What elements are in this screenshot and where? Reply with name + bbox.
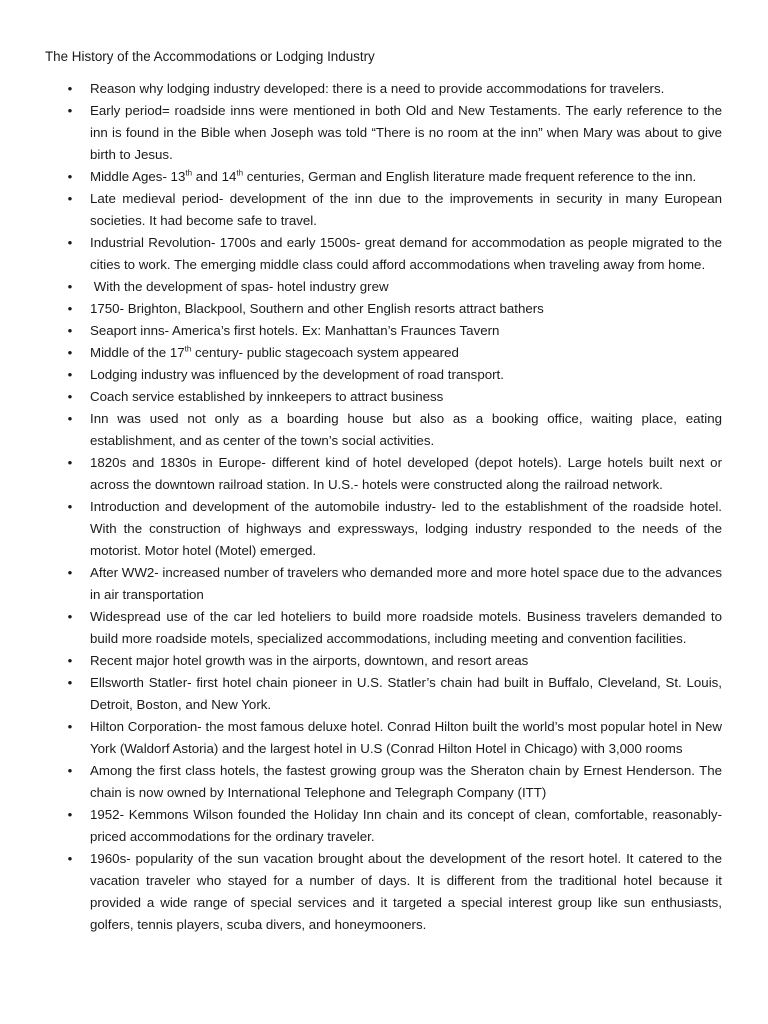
list-item-text: 1960s- popularity of the sun vacation brought about the development of the resort hotel. It catered to the vacation traveler who stayed for a number of days. It is different from the traditional hotel because it provided a wide range of special services and it targeted a special interest group like sun enthusiasts, golfers, tennis players, scuba divers, and honeymooners. [90, 851, 722, 932]
list-item-text: 1820s and 1830s in Europe- different kind of hotel developed (depot hotels). Large hotels built next or across the downtown railroad station. In U.S.- hotels were constructed along the railroad network. [90, 455, 722, 492]
bullet-icon: • [67, 367, 73, 382]
list-item-text: Lodging industry was influenced by the development of road transport. [90, 367, 504, 382]
bullet-icon: • [67, 103, 73, 118]
list-item [45, 716, 722, 760]
list-item [45, 276, 722, 298]
bullet-icon: • [67, 279, 73, 294]
bullet-icon: • [67, 851, 73, 866]
list-item-text: Late medieval period- development of the inn due to the improvements in security in many European societies. It had become safe to travel. [90, 191, 722, 228]
list-item-text: After WW2- increased number of travelers who demanded more and more hotel space due to the advances in air transportation [90, 565, 722, 602]
list-item [45, 672, 722, 716]
list-item [45, 78, 722, 100]
list-item [45, 650, 722, 672]
bullet-icon: • [67, 807, 73, 822]
list-item-text: Middle Ages- 13th and 14th centuries, German and English literature made frequent reference to the inn. [90, 168, 697, 184]
list-item-text: 1952- Kemmons Wilson founded the Holiday Inn chain and its concept of clean, comfortable, reasonably-priced accommodations for the ordinary traveler. [90, 807, 722, 844]
bullet-icon: • [67, 763, 73, 778]
bullet-icon: • [67, 191, 73, 206]
bullet-icon: • [67, 719, 73, 734]
list-item [45, 848, 722, 936]
list-item [45, 364, 722, 386]
list-item [45, 562, 722, 606]
list-item [45, 232, 722, 276]
list-item [45, 320, 722, 342]
list-item [45, 100, 722, 166]
bullet-icon: • [67, 411, 73, 426]
list-item-text: Reason why lodging industry developed: there is a need to provide accommodations for travelers. [90, 81, 665, 96]
list-item-text: Ellsworth Statler- first hotel chain pioneer in U.S. Statler’s chain had built in Buffalo, Cleveland, St. Louis, Detroit, Boston, and New York. [90, 675, 722, 712]
list-item-text: Widespread use of the car led hoteliers to build more roadside motels. Business travelers demanded to build more roadside motels, specialized accommodations, including meeting and convention facilities. [90, 609, 722, 646]
bullet-icon: • [67, 389, 73, 404]
bullet-icon: • [67, 653, 73, 668]
list-item-text: Middle of the 17th century- public stagecoach system appeared [90, 344, 459, 360]
bullet-icon: • [67, 565, 73, 580]
bullet-icon: • [67, 499, 73, 514]
list-item-text: Among the first class hotels, the fastest growing group was the Sheraton chain by Ernest Henderson. The chain is now owned by International Telephone and Telegraph Company (ITT) [90, 763, 722, 800]
list-item-text: With the development of spas- hotel industry grew [90, 279, 389, 294]
list-item-text: Coach service established by innkeepers to attract business [90, 389, 444, 404]
list-item [45, 452, 722, 496]
bullet-icon: • [67, 675, 73, 690]
list-item-text: Introduction and development of the automobile industry- led to the establishment of the roadside hotel. With the construction of highways and expressways, lodging industry responded to the needs of the motorist. Motor hotel (Motel) emerged. [90, 499, 722, 558]
list-item [45, 386, 722, 408]
list-item-text: Inn was used not only as a boarding house but also as a booking office, waiting place, eating establishment, and as center of the town’s social activities. [90, 411, 722, 448]
list-item-text: Hilton Corporation- the most famous deluxe hotel. Conrad Hilton built the world’s most popular hotel in New York (Waldorf Astoria) and the largest hotel in U.S (Conrad Hilton Hotel in Chicago) with 3,000 rooms [90, 719, 722, 756]
bullet-icon: • [67, 81, 73, 96]
bullet-icon: • [67, 455, 73, 470]
list-item-text: 1750- Brighton, Blackpool, Southern and other English resorts attract bathers [90, 301, 544, 316]
list-item [45, 166, 722, 188]
list-item-text: Seaport inns- America’s first hotels. Ex: Manhattan’s Fraunces Tavern [90, 323, 500, 338]
bullet-icon: • [67, 301, 73, 316]
list-item [45, 188, 722, 232]
list-item-text: Early period= roadside inns were mentioned in both Old and New Testaments. The early reference to the inn is found in the Bible when Joseph was told “There is no room at the inn” when Mary was about to give birth to Jesus. [90, 103, 722, 162]
bullet-list [45, 78, 722, 936]
list-item [45, 496, 722, 562]
list-item-text: Industrial Revolution- 1700s and early 1500s- great demand for accommodation as people migrated to the cities to work. The emerging middle class could afford accommodations when traveling away from home. [90, 235, 722, 272]
bullet-icon: • [67, 235, 73, 250]
bullet-icon: • [67, 323, 73, 338]
list-item [45, 606, 722, 650]
list-item [45, 342, 722, 364]
bullet-icon: • [67, 169, 73, 184]
list-item [45, 760, 722, 804]
list-item-text: Recent major hotel growth was in the airports, downtown, and resort areas [90, 653, 529, 668]
list-item [45, 408, 722, 452]
list-item [45, 804, 722, 848]
bullet-icon: • [67, 609, 73, 624]
bullet-icon: • [67, 345, 73, 360]
list-item [45, 298, 722, 320]
document-title: The History of the Accommodations or Lodging Industry [45, 49, 375, 64]
